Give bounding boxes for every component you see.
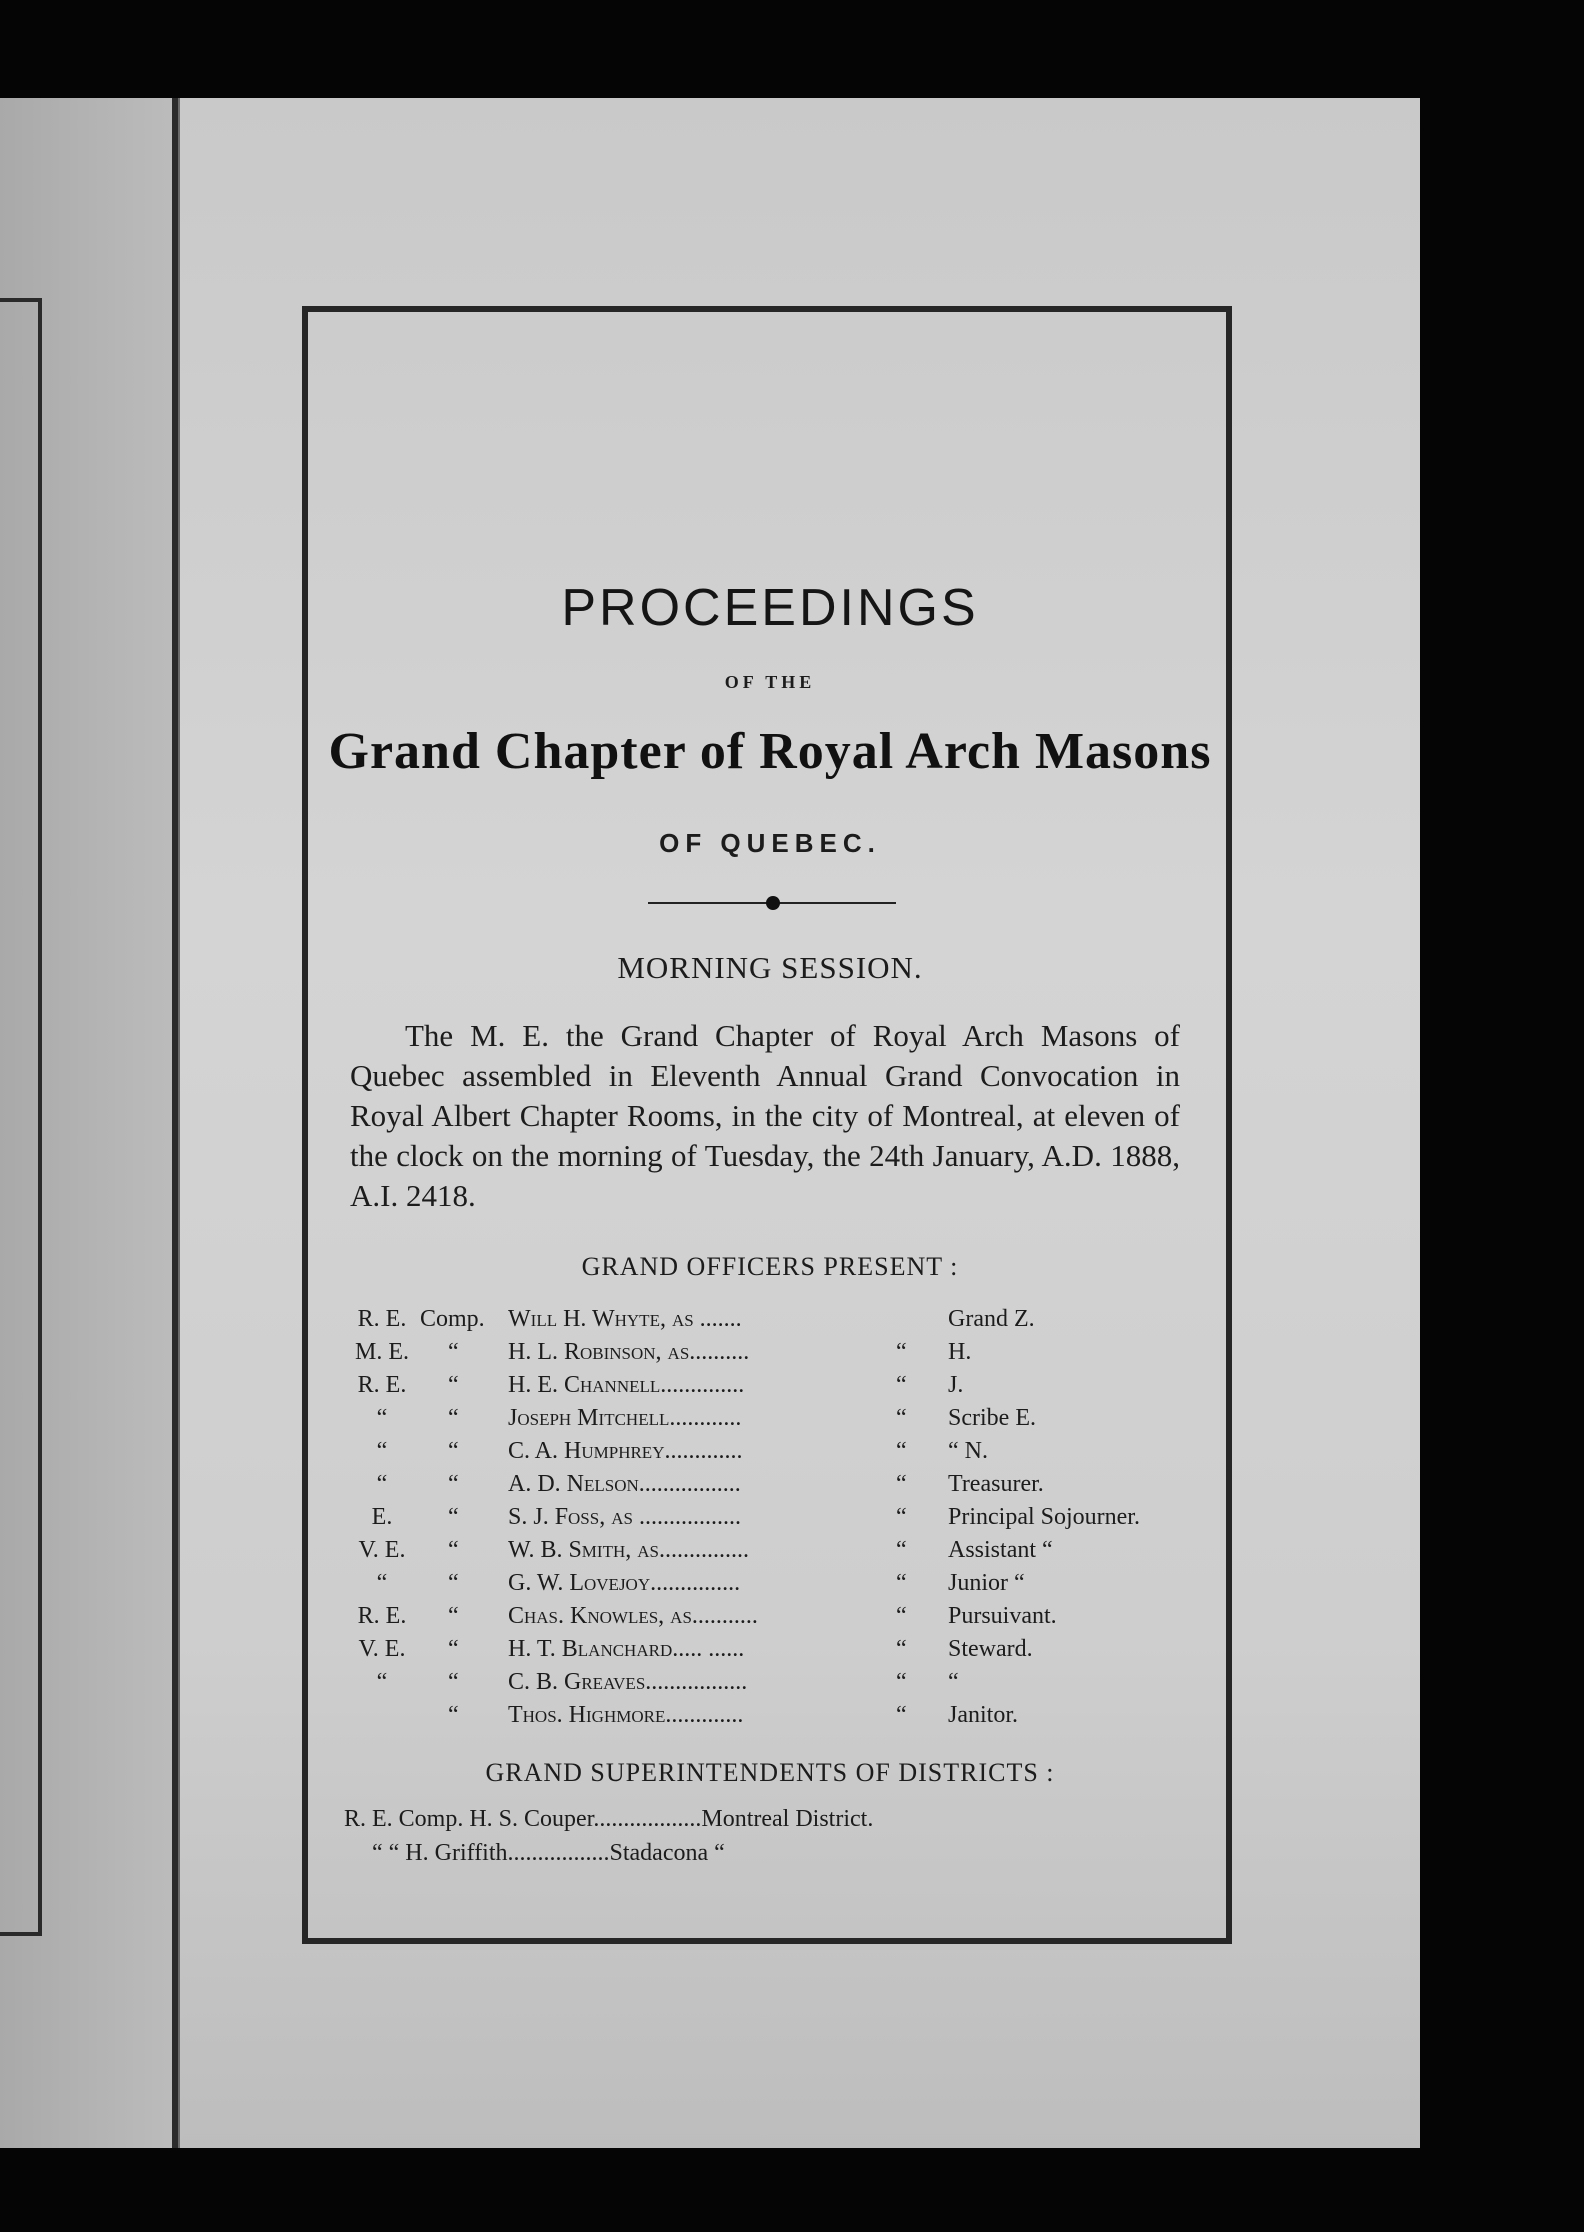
officer-row <box>0 1339 1400 1372</box>
officer-row <box>0 1471 1400 1504</box>
officer-row <box>0 1570 1400 1603</box>
officer-role: Scribe E. <box>948 1405 1036 1431</box>
officer-ditto: “ <box>896 1504 907 1530</box>
officer-role: Principal Sojourner. <box>948 1504 1140 1530</box>
district-row <box>0 1840 1400 1873</box>
officer-comp: “ <box>448 1438 459 1464</box>
officer-comp: “ <box>448 1537 459 1563</box>
officer-role: H. <box>948 1339 972 1365</box>
officer-name: H. T. Blanchard..... ...... <box>508 1636 745 1662</box>
officer-comp: “ <box>448 1570 459 1596</box>
officer-row <box>0 1537 1400 1570</box>
officer-name: A. D. Nelson................. <box>508 1471 741 1497</box>
grand-chapter-heading: Grand Chapter of Royal Arch Masons <box>328 723 1212 780</box>
officer-row <box>0 1405 1400 1438</box>
officer-comp: “ <box>448 1669 459 1695</box>
officer-role: Treasurer. <box>948 1471 1044 1497</box>
officer-title: “ <box>376 1570 388 1596</box>
officer-row <box>0 1702 1400 1735</box>
officer-role: Steward. <box>948 1636 1033 1662</box>
officer-role: Grand Z. <box>948 1306 1035 1332</box>
officer-row <box>0 1636 1400 1669</box>
officer-name: C. A. Humphrey............. <box>508 1438 743 1464</box>
officer-title: R. E. <box>357 1306 407 1332</box>
officer-ditto: “ <box>896 1669 907 1695</box>
officer-row <box>0 1669 1400 1702</box>
session-heading: MORNING SESSION. <box>617 950 923 985</box>
officer-name: Joseph Mitchell............ <box>508 1405 742 1431</box>
officer-name: Will H. Whyte, as ....... <box>508 1306 742 1332</box>
officer-name: S. J. Foss, as ................. <box>508 1504 741 1530</box>
officer-comp: Comp. <box>420 1306 485 1332</box>
officer-comp: “ <box>448 1339 459 1365</box>
district-text: R. E. Comp. H. S. Couper..................Montreal District. <box>344 1806 874 1832</box>
officer-title: R. E. <box>357 1372 407 1398</box>
officer-title: V. E. <box>358 1537 406 1563</box>
officer-comp: “ <box>448 1405 459 1431</box>
officer-row <box>0 1504 1400 1537</box>
officer-title: “ <box>376 1438 388 1464</box>
officer-comp: “ <box>448 1504 459 1530</box>
of-quebec-label: OF QUEBEC. <box>659 828 881 858</box>
officer-name: Thos. Highmore............. <box>508 1702 744 1728</box>
officer-title: V. E. <box>358 1636 406 1662</box>
of-the-label: OF THE <box>724 672 816 692</box>
officers-heading: GRAND OFFICERS PRESENT : <box>581 1252 959 1281</box>
officer-role: Pursuivant. <box>948 1603 1057 1629</box>
officer-ditto: “ <box>896 1438 907 1464</box>
officer-row <box>0 1603 1400 1636</box>
officer-comp: “ <box>448 1471 459 1497</box>
officer-row <box>0 1438 1400 1471</box>
officer-ditto: “ <box>896 1603 907 1629</box>
officer-title: “ <box>376 1669 388 1695</box>
officer-name: H. L. Robinson, as.......... <box>508 1339 750 1365</box>
officer-title: “ <box>376 1405 388 1431</box>
officer-ditto: “ <box>896 1570 907 1596</box>
officer-title: “ <box>376 1471 388 1497</box>
officer-name: H. E. Channell.............. <box>508 1372 745 1398</box>
officer-row <box>0 1372 1400 1405</box>
districts-heading: GRAND SUPERINTENDENTS OF DISTRICTS : <box>485 1758 1055 1787</box>
officer-role: J. <box>948 1372 964 1398</box>
officer-title: R. E. <box>357 1603 407 1629</box>
document-title: PROCEEDINGS <box>561 579 979 637</box>
officer-role: “ N. <box>948 1438 988 1464</box>
district-text: “ “ H. Griffith.................Stadacona “ <box>372 1840 725 1866</box>
officer-ditto: “ <box>896 1372 907 1398</box>
officer-ditto: “ <box>896 1636 907 1662</box>
officer-comp: “ <box>448 1603 459 1629</box>
officer-role: “ <box>948 1669 959 1695</box>
officer-role: Janitor. <box>948 1702 1018 1728</box>
officer-comp: “ <box>448 1636 459 1662</box>
officer-comp: “ <box>448 1702 459 1728</box>
officer-title: M. E. <box>355 1339 409 1365</box>
district-row <box>0 1806 1400 1839</box>
officer-ditto: “ <box>896 1471 907 1497</box>
officer-title: E. <box>371 1504 393 1530</box>
officer-name: C. B. Greaves................. <box>508 1669 748 1695</box>
officer-name: G. W. Lovejoy............... <box>508 1570 741 1596</box>
officer-row <box>0 1306 1400 1339</box>
officer-ditto: “ <box>896 1537 907 1563</box>
officer-name: Chas. Knowles, as........... <box>508 1603 758 1629</box>
ornament-dot <box>766 896 780 910</box>
officer-role: Junior “ <box>948 1570 1025 1596</box>
intro-paragraph: The M. E. the Grand Chapter of Royal Arch Masons of Quebec assembled in Eleventh Annual Grand Convocation in Royal Albert Chapter Rooms, in the city of Montreal, at eleven of the clock on the morning of Tuesday, the 24th January, A.D. 1888, A.I. 2418. <box>350 1018 1180 1213</box>
officer-comp: “ <box>448 1372 459 1398</box>
officer-ditto: “ <box>896 1339 907 1365</box>
officer-ditto: “ <box>896 1702 907 1728</box>
officer-name: W. B. Smith, as............... <box>508 1537 749 1563</box>
officer-ditto: “ <box>896 1405 907 1431</box>
officer-role: Assistant “ <box>948 1537 1053 1563</box>
